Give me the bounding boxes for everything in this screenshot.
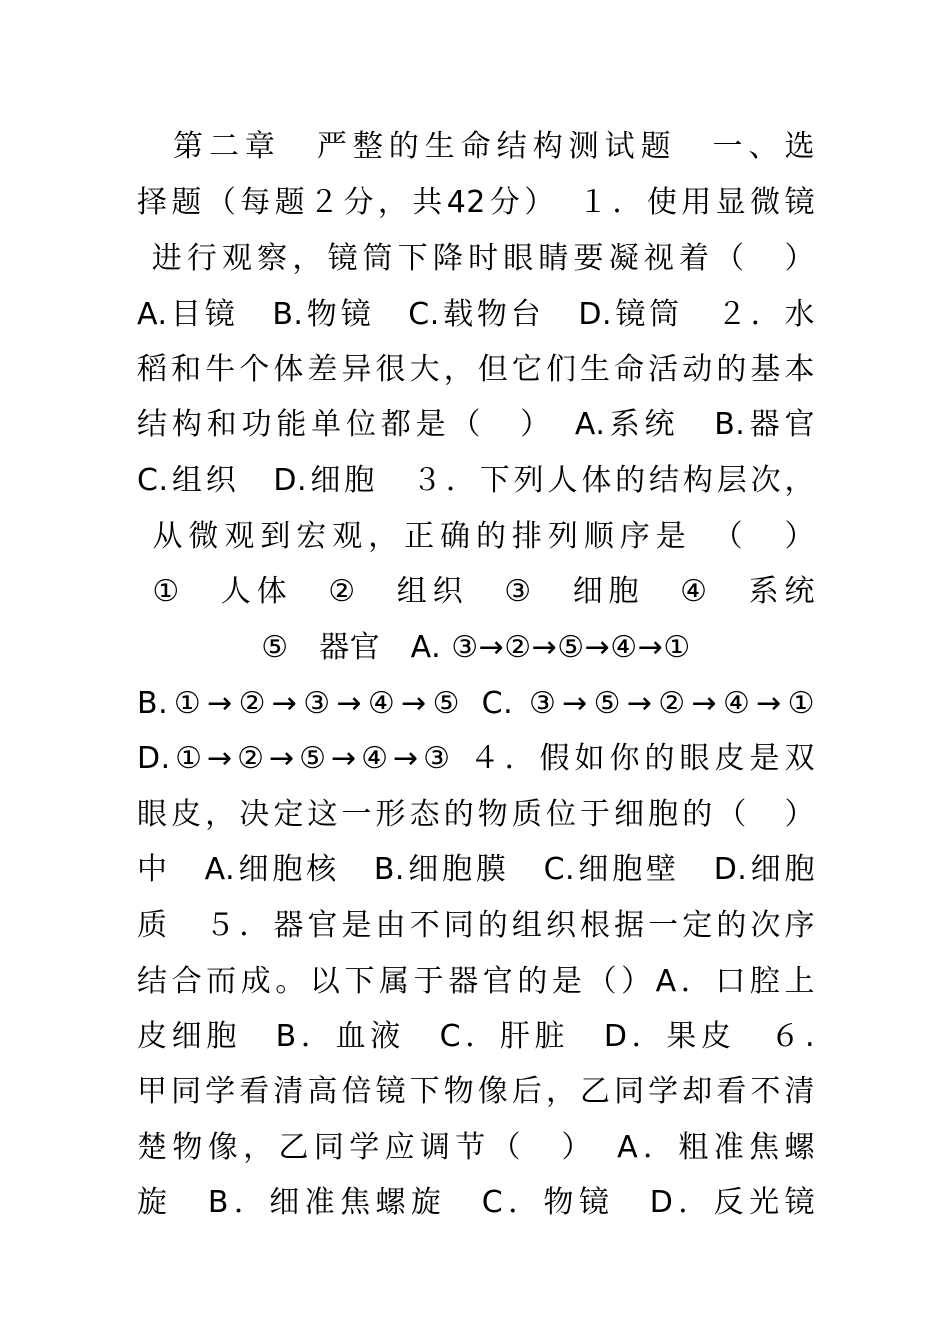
text-line: 甲同学看清高倍镜下物像后，乙同学却看不清 [137, 1074, 815, 1109]
text-line: 进行观察，镜筒下降时眼睛要凝视着（ ） [137, 241, 815, 276]
text-line: 择题（每题２分，共42分） １．使用显微镜 [137, 185, 815, 220]
text-line: B.①→②→③→④→⑤ C. ③→⑤→②→④→① [137, 686, 815, 721]
text-line: ① 人体 ② 组织 ③ 细胞 ④ 系统 [137, 574, 815, 609]
text-line: 楚物像，乙同学应调节（ ） A．粗准焦螺 [137, 1130, 815, 1165]
text-line: 结合而成。以下属于器官的是（）A．口腔上 [137, 964, 815, 999]
text-line: 稻和牛个体差异很大，但它们生命活动的基本 [137, 352, 815, 387]
text-line: 旋 B．细准焦螺旋 C．物镜 D．反光镜 [137, 1185, 815, 1220]
text-line: 中 A.细胞核 B.细胞膜 C.细胞壁 D.细胞 [137, 852, 815, 887]
text-line: ⑤ 器官 A. ③→②→⑤→④→① [261, 630, 691, 665]
text-line: C.组织 D.细胞 ３．下列人体的结构层次， [137, 463, 815, 498]
text-line: 从微观到宏观，正确的排列顺序是 （ ） [137, 519, 815, 554]
text-line: 第二章 严整的生命结构测试题 一、选 [137, 129, 815, 164]
text-line: 眼皮，决定这一形态的物质位于细胞的（ ） [137, 797, 815, 832]
text-line: 结构和功能单位都是（ ） A.系统 B.器官 [137, 407, 815, 442]
text-line: D.①→②→⑤→④→③ ４．假如你的眼皮是双 [137, 741, 815, 776]
text-line: 质 ５．器官是由不同的组织根据一定的次序 [137, 908, 815, 943]
text-line: A.目镜 B.物镜 C.载物台 D.镜筒 ２．水 [137, 297, 815, 332]
text-line: 皮细胞 B．血液 C．肝脏 D．果皮 ６. [137, 1019, 815, 1054]
